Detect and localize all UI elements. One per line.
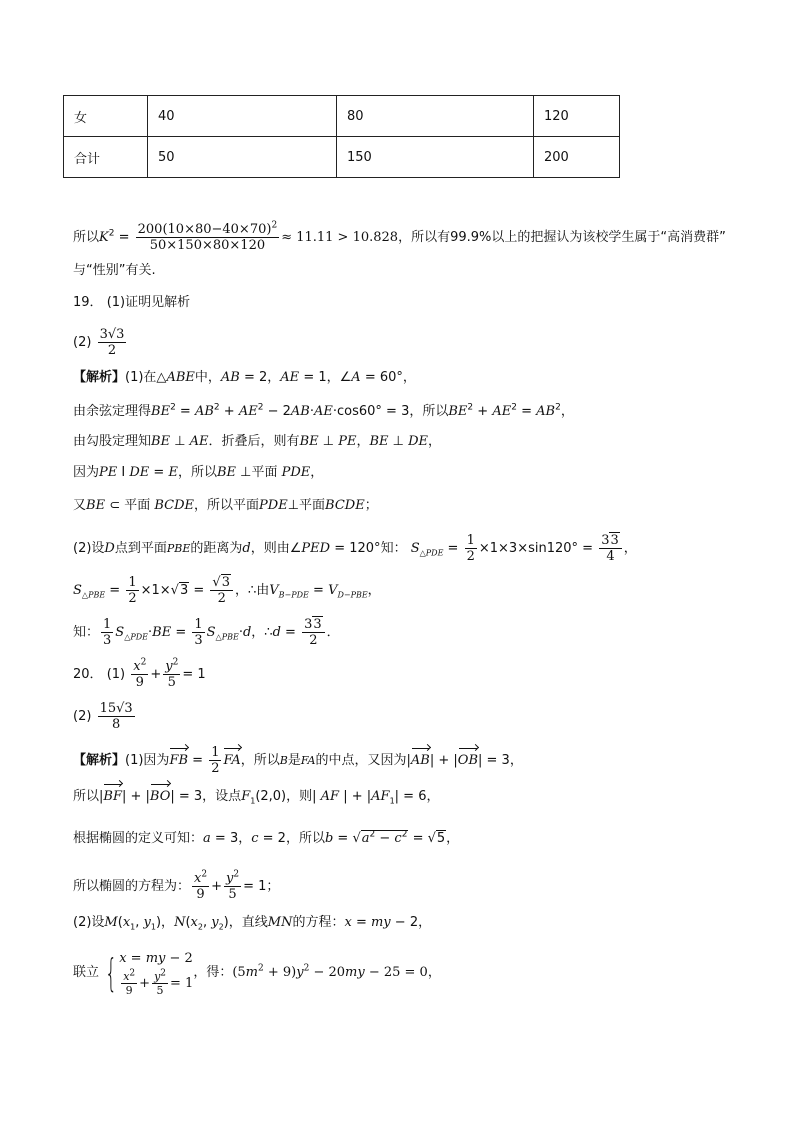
question-number: 19． — [73, 295, 103, 310]
q19-header — [73, 293, 190, 313]
text: ， — [623, 541, 637, 556]
k2-fraction: $\frac{200(10\times 80-40\times 70)^2}{50\times 150\times 80\times 120}$ — [137, 220, 278, 253]
text: ， — [428, 434, 442, 449]
text: 的方程： — [292, 915, 345, 930]
k2-numerator: 200(10×80−40×70) — [137, 222, 272, 237]
fraction — [98, 701, 135, 732]
text: 所以椭圆的方程为： — [73, 879, 191, 894]
q20-header: 20． (1) $\frac{x^2}{9}$ + $\frac{y^2}{5}$ = 1 — [73, 657, 206, 690]
text: ，所以 — [177, 465, 217, 480]
analysis-label: 【解析】 — [73, 753, 126, 768]
text: ，设点 — [202, 789, 242, 804]
text: 由余弦定理得 — [73, 404, 152, 419]
text: 因为 — [73, 465, 100, 480]
text: ，则由 — [250, 541, 290, 556]
fraction — [98, 327, 127, 358]
text: ； — [364, 498, 378, 513]
text: ，直线 — [228, 915, 268, 930]
text: 点到平面 — [114, 541, 167, 556]
text: ， — [326, 370, 340, 385]
table-cell: 200 — [534, 137, 620, 178]
denominator: 8 — [111, 717, 121, 732]
table-cell: 120 — [534, 96, 620, 137]
text: ， — [560, 404, 574, 419]
text: ， — [509, 753, 523, 768]
question-number: 20． — [73, 667, 103, 682]
text-line: (2)设D点到平面PBE的距离为d，则由∠PED = 120°知： $S_{\triangle PDE}$ = $\frac{1}{2}$ ×1×3×sin120° = $\frac{33}{4}$ ， — [73, 533, 637, 564]
denominator: 2 — [107, 343, 117, 358]
text: ⊥平面 — [287, 498, 326, 513]
text: ， — [238, 831, 252, 846]
text: (1)因为 — [125, 753, 170, 768]
text-line: (2)设$M(x_1$, $y_1$)，$N(x_2$, $y_2$)，直线MN的方程：x = my − 2， — [73, 915, 432, 932]
q20-answer-2 — [73, 701, 137, 732]
text-line: 又BE ⊂ 平面 BCDE，所以平面PDE⊥平面BCDE； — [73, 498, 378, 513]
text: (1)证明见解析 — [106, 295, 191, 310]
text: ． — [326, 625, 340, 640]
text-line: 由余弦定理得$BE^2 = AB^2 + AE^2 - 2AB\cdot AE\cdot\cos 60^\circ = 3$，所以$BE^2 + AE^2 = AB^2$， — [73, 402, 574, 419]
k2-denominator: 50×150×80×120 — [149, 238, 266, 253]
text-line: 根据椭圆的定义可知：a = 3，c = 2，所以$b = √a^2 - c^2 = √5$， — [73, 829, 460, 846]
table-cell: 50 — [148, 137, 337, 178]
table-row — [64, 96, 620, 137]
text: 与“性别”有关. — [73, 263, 156, 278]
text: (2)设 — [73, 541, 105, 556]
text: ，得： — [193, 965, 233, 980]
text-line — [73, 261, 156, 281]
text-line: $S_{\triangle PBE}$ = $\frac{1}{2}$ ×1×√3 = $\frac{√3}{2}$ ，∴由$V_{B-PDE} = V_{D-PBE}$， — [73, 575, 381, 606]
text: (1)在△ — [125, 370, 167, 385]
text: 又 — [73, 498, 87, 513]
text: ．折叠后，则有 — [208, 434, 300, 449]
text: ， — [427, 965, 441, 980]
table-cell: 40 — [148, 96, 337, 137]
text: ，所以 — [240, 753, 280, 768]
table-cell: 80 — [337, 96, 534, 137]
text: (1) — [106, 667, 126, 682]
text: 知： — [380, 541, 407, 556]
text: ，∴由 — [235, 583, 270, 598]
text: (2) — [73, 709, 92, 724]
text: 联立 — [73, 965, 100, 980]
k2-result: ≈ 11.11 > 10.828 — [281, 230, 399, 245]
text: 中， — [194, 370, 221, 385]
text: (2) — [73, 335, 92, 350]
text: ，所以 — [409, 404, 449, 419]
text: 由勾股定理知 — [73, 434, 152, 449]
text-line: 由勾股定理知BE ⊥ AE．折叠后，则有BE ⊥ PE，BE ⊥ DE， — [73, 434, 442, 449]
text: ，则 — [286, 789, 313, 804]
text: ， — [418, 915, 432, 930]
text: 的中点，又因为 — [315, 753, 407, 768]
text-line: 所以|BF| + |BO| = 3，设点$F_1(2,0)$，则| AF | + $|AF_1| = 6$， — [73, 789, 440, 806]
text-line: 联立 { x = my − 2 $\frac{x^2}{9}$ + $\frac{y^2}{5}$ = 1 ，得：$(5m^2 + 9)y^2 - 20my - 25 = 0$， — [73, 948, 441, 997]
text: ，所以 — [285, 831, 325, 846]
text: 根据椭圆的定义可知： — [73, 831, 204, 846]
table-row — [64, 137, 620, 178]
text: (2)设 — [73, 915, 105, 930]
text-line: 因为PE I DE = E，所以BE ⊥平面 PDE， — [73, 465, 324, 480]
text: ，所以有99.9%以上的把握认为该校学生属于“高消费群” — [398, 230, 726, 245]
analysis-label: 【解析】 — [73, 370, 126, 385]
table-cell: 150 — [337, 137, 534, 178]
table-cell: 合计 — [64, 137, 148, 178]
numerator: 3√3 — [99, 327, 125, 342]
table-cell: 女 — [64, 96, 148, 137]
text: ； — [266, 879, 280, 894]
text: ， — [161, 915, 175, 930]
text: ，∴ — [251, 625, 273, 640]
text: ，所以平面 — [194, 498, 260, 513]
text-line: 知： $\frac{1}{3}$ $S_{\triangle PDE}\cdot BE$ = $\frac{1}{3}$ $S_{\triangle PBE}\cdot d$，∴d = $\frac{33}{2}$ ． — [73, 617, 340, 648]
numerator: 15√3 — [99, 701, 133, 716]
text: ， — [402, 370, 416, 385]
k2-line: 所以$K^2$ = $\frac{200(10\times 80-40\times 70)^2}{50\times 150\times 80\times 120}$ ≈ 11.11 > 10.828，所以有99.9%以上的把握认为该校学生属于“高消费群” — [73, 220, 726, 253]
text: 是 — [287, 753, 301, 768]
text: 的距离为 — [190, 541, 243, 556]
text: 所以 — [73, 789, 100, 804]
text-line: 【解析】(1)因为FB = $\frac{1}{2}$ FA，所以B是FA的中点，又因为|AB| + |OB| = 3， — [73, 745, 523, 776]
contingency-table — [63, 95, 620, 178]
text: ， — [356, 434, 370, 449]
text: ， — [426, 789, 440, 804]
text: ， — [267, 370, 281, 385]
text: 知： — [73, 625, 100, 640]
text-line: 所以椭圆的方程为： $\frac{x^2}{9}$ + $\frac{y^2}{5}$ = 1； — [73, 869, 280, 902]
text: ， — [446, 831, 460, 846]
text: ， — [310, 465, 324, 480]
text: ， — [367, 583, 381, 598]
q19-answer-2 — [73, 327, 128, 358]
equation-system: x = my − 2 $\frac{x^2}{9}$ + $\frac{y^2}{5}$ = 1 — [119, 951, 194, 997]
text-line: 【解析】(1)在△ABE中，AB = 2，AE = 1，∠A = 60°， — [73, 370, 416, 385]
text: 所以 — [73, 230, 100, 245]
